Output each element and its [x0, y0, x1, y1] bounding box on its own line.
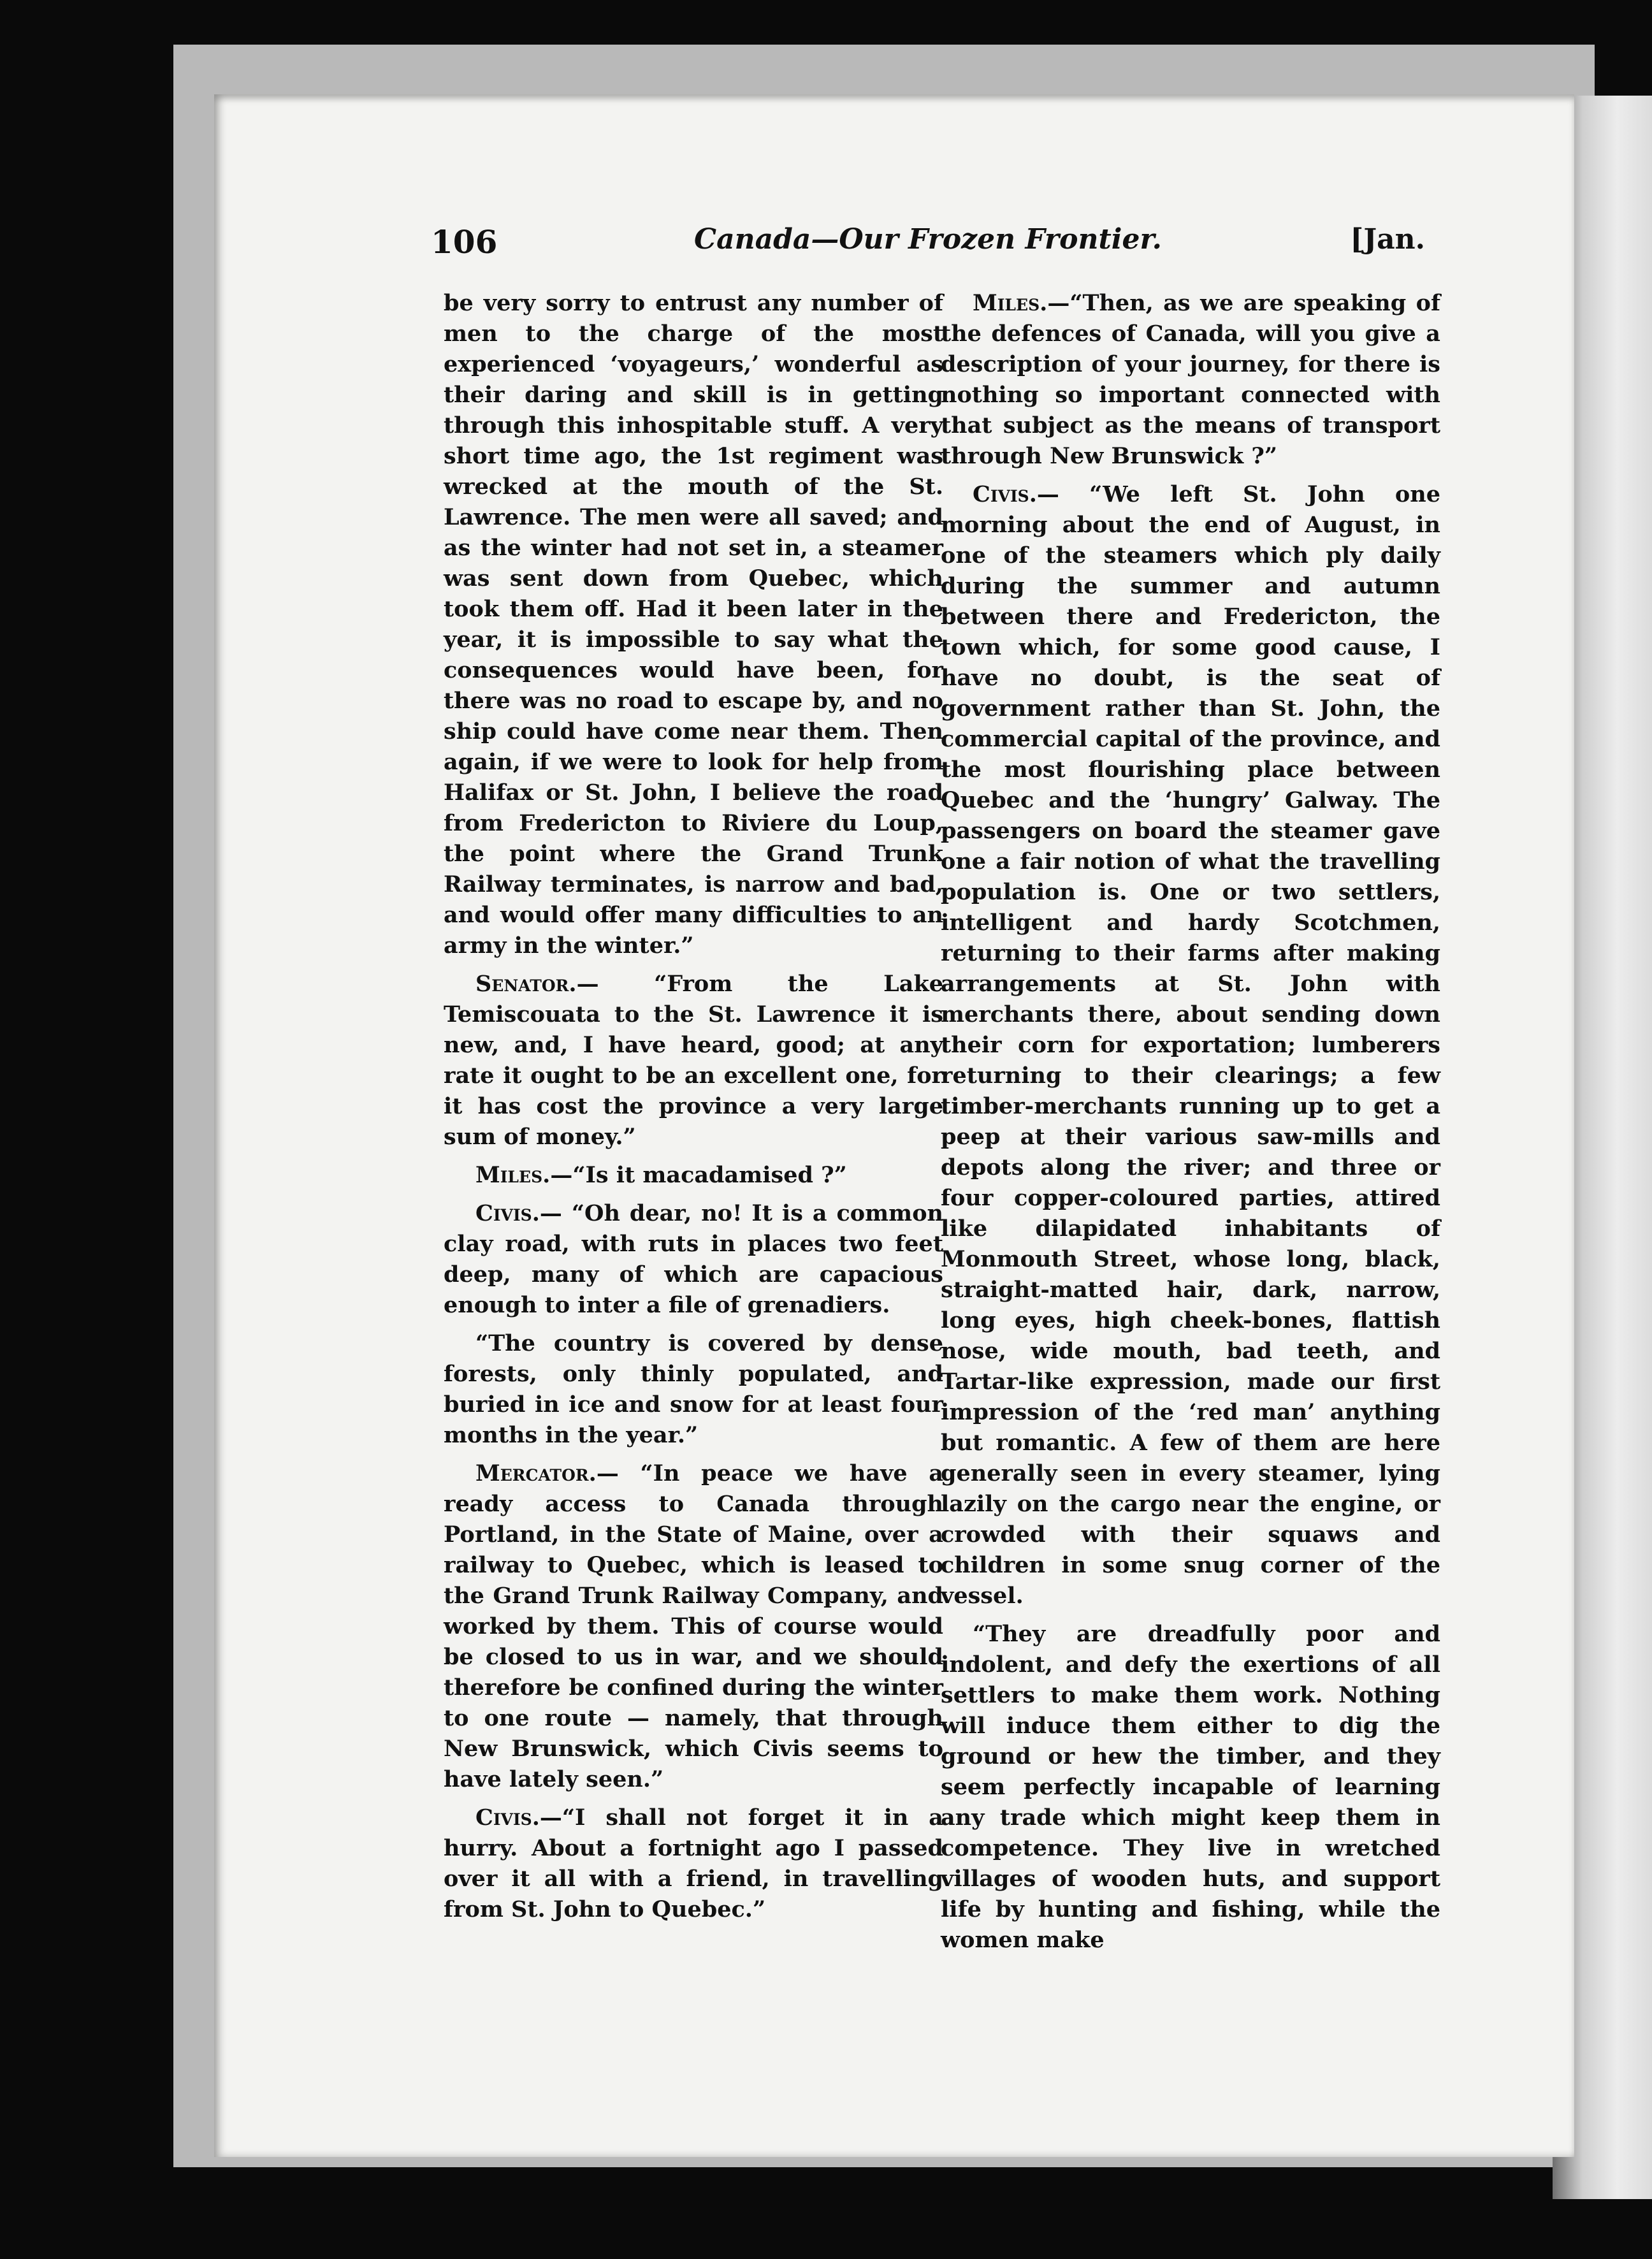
running-title: Canada—Our Frozen Frontier.: [694, 223, 1162, 256]
speaker-name: Senator.: [475, 971, 577, 997]
paragraph: Civis.— “We left St. John one morning about the end of August, in one of the steamers which ply daily during the summer and autumn between there and Fredericton, the town which, for some good cause, I have no doubt, is the seat of government rather than St. John, the commercial capital of the province, and the most flourishing place between Quebec and the ‘hungry’ Galway. The passengers on board the steamer gave one a fair notion of what the travelling population is. One or two settlers, intelligent and hardy Scotchmen, returning to their farms after making arrangements at St. John with merchants there, about sending down their corn for exportation; lumberers returning to their clearings; a few timber-merchants running up to get a peep at their various saw-mills and depots along the river; and three or four copper-coloured parties, attired like dilapidated inhabitants of Monmouth Street, whose long, black, straight-matted hair, dark, narrow, long eyes, high cheek-bones, flattish nose, wide mouth, bad teeth, and Tartar-like expression, made our first impression of the ‘red man’ anything but romantic. A few of them are here generally seen in every steamer, lying lazily on the cargo near the engine, or crowded with their squaws and children in some snug corner of the vessel.: [941, 481, 1440, 1609]
paragraph: Senator.— “From the Lake Temiscouata to the St. Lawrence it is new, and, I have heard, good; at any rate it ought to be an excellent one, for it has cost the province a very large sum of money.”: [444, 971, 943, 1150]
paragraph: Mercator.— “In peace we have a ready access to Canada through Portland, in the State of Maine, over a railway to Quebec, which is leased to the Grand Trunk Railway Company, and worked by them. This of course would be closed to us in war, and we should therefore be confined during the winter to one route — namely, that through New Brunswick, which Civis seems to have lately seen.”: [444, 1460, 943, 1792]
speaker-name: Civis.: [475, 1805, 540, 1831]
paragraph: be very sorry to entrust any number of men to the charge of the most experienced ‘voyageurs,’ wonderful as their daring and skill is in getting through this inhospitable stuff. A very short time ago, the 1st regiment was wrecked at the mouth of the St. Lawrence. The men were all saved; and as the winter had not set in, a steamer was sent down from Quebec, which took them off. Had it been later in the year, it is impossible to say what the consequences would have been, for there was no road to escape by, and no ship could have come near them. Then again, if we were to look for help from Halifax or St. John, I believe the road from Fredericton to Riviere du Loup, the point where the Grand Trunk Railway terminates, is narrow and bad, and would offer many difficulties to an army in the winter.”: [444, 290, 943, 959]
speaker-name: Civis.: [973, 481, 1037, 507]
left-column: [444, 288, 943, 1933]
speaker-name: Mercator.: [475, 1460, 597, 1486]
running-header: [431, 223, 1425, 268]
paragraph: Civis.— “Oh dear, no! It is a common clay road, with ruts in places two feet deep, many of which are capacious enough to inter a file of grenadiers.: [444, 1200, 943, 1318]
paragraph: Civis.—“I shall not forget it in a hurry. About a fortnight ago I passed over it all with a friend, in travelling from St. John to Quebec.”: [444, 1805, 943, 1922]
speaker-name: Miles.: [973, 290, 1048, 316]
paragraph: “They are dreadfully poor and indolent, and defy the exertions of all settlers to make them work. Nothing will induce them either to dig the ground or hew the timber, and they seem perfectly incapable of learning any trade which might keep them in competence. They live in wretched villages of wooden huts, and support life by hunting and fishing, while the women make: [941, 1621, 1440, 1953]
paragraph: Miles.—“Is it macadamised ?”: [475, 1162, 847, 1188]
speaker-name: Miles.: [475, 1162, 551, 1188]
running-date: [Jan.: [1350, 223, 1425, 256]
page-number: 106: [431, 223, 498, 261]
paragraph: “The country is covered by dense forests, only thinly populated, and buried in ice and snow for at least four months in the year.”: [444, 1330, 943, 1448]
speaker-name: Civis.: [475, 1200, 540, 1226]
paragraph: Miles.—“Then, as we are speaking of the defences of Canada, will you give a description of your journey, for there is nothing so important connected with that subject as the means of transport through New Brunswick ?”: [941, 290, 1440, 469]
right-column: [941, 288, 1440, 1963]
